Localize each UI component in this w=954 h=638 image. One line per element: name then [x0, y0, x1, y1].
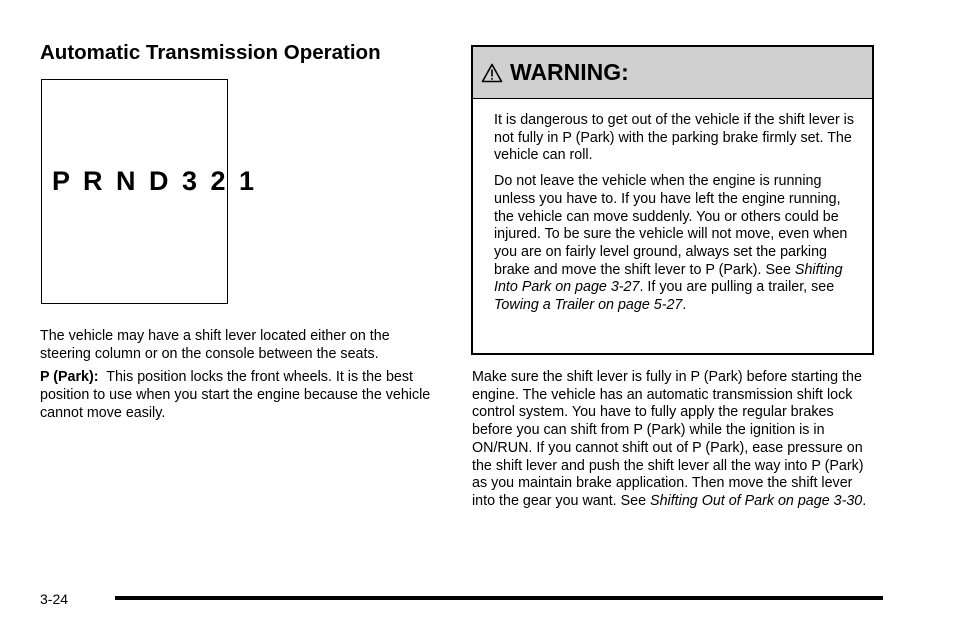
warning-p2-mid: . If you are pulling a trailer, see [639, 279, 835, 296]
warning-title: WARNING: [510, 59, 629, 85]
shift-lock-paragraph [472, 369, 874, 511]
intro-paragraph: The vehicle may have a shift lever located either on the steering column or on the console between the seats. [40, 328, 390, 362]
warning-header [473, 47, 872, 99]
shifting-out-of-park-reference: Shifting Out of Park on page 3-30 [650, 492, 863, 509]
warning-triangle-icon [481, 63, 510, 83]
page-number: 3-24 [40, 591, 69, 607]
page-title: Automatic Transmission Operation [40, 41, 381, 64]
park-paragraph [40, 369, 440, 422]
park-label: P (Park): [40, 369, 99, 386]
warning-paragraph-1: It is dangerous to get out of the vehicle if the shift lever is not fully in P (Park) with the parking brake firmly set. The vehicle can roll. [494, 112, 855, 164]
right-column [472, 369, 874, 511]
footer-rule [115, 596, 883, 600]
shift-indicator-illustration [41, 79, 258, 304]
warning-body [473, 99, 872, 315]
warning-p2-end: . [682, 297, 687, 314]
shifting-into-park-reference: Shifting Into Park on page 3-27 [494, 261, 843, 296]
towing-trailer-reference: Towing a Trailer on page 5-27 [494, 297, 683, 314]
gear-positions-label: P R N D 3 2 1 [52, 166, 258, 196]
warning-box [471, 45, 874, 355]
warning-paragraph-2 [494, 173, 854, 315]
shift-lock-end: . [862, 492, 867, 509]
warning-p2-text: Do not leave the vehicle when the engine is running unless you have to. If you have left the engine running, the vehicle can move suddenly. You or others could be injured. To be sure the vehicle will not move, even when you are on fairly level ground, always set the parking brake and move the shift lever to P (Park). See [494, 173, 848, 278]
shift-lock-text: Make sure the shift lever is fully in P (Park) before starting the engine. The vehicle has an automatic transmission shift lock control system. You have to fully apply the regular brakes before you can shift from P (Park) while the ignition is in ON/RUN. If you cannot shift out of P (Park), ease pressure on the shift lever and push the shift lever all the way into P (Park) as you maintain brake application. Then move the shift lever into the gear you want. See [472, 369, 864, 509]
left-column [40, 328, 440, 429]
park-description: This position locks the front wheels. It is the best position to use when you start the engine because the vehicle cannot move easily. [40, 369, 431, 421]
